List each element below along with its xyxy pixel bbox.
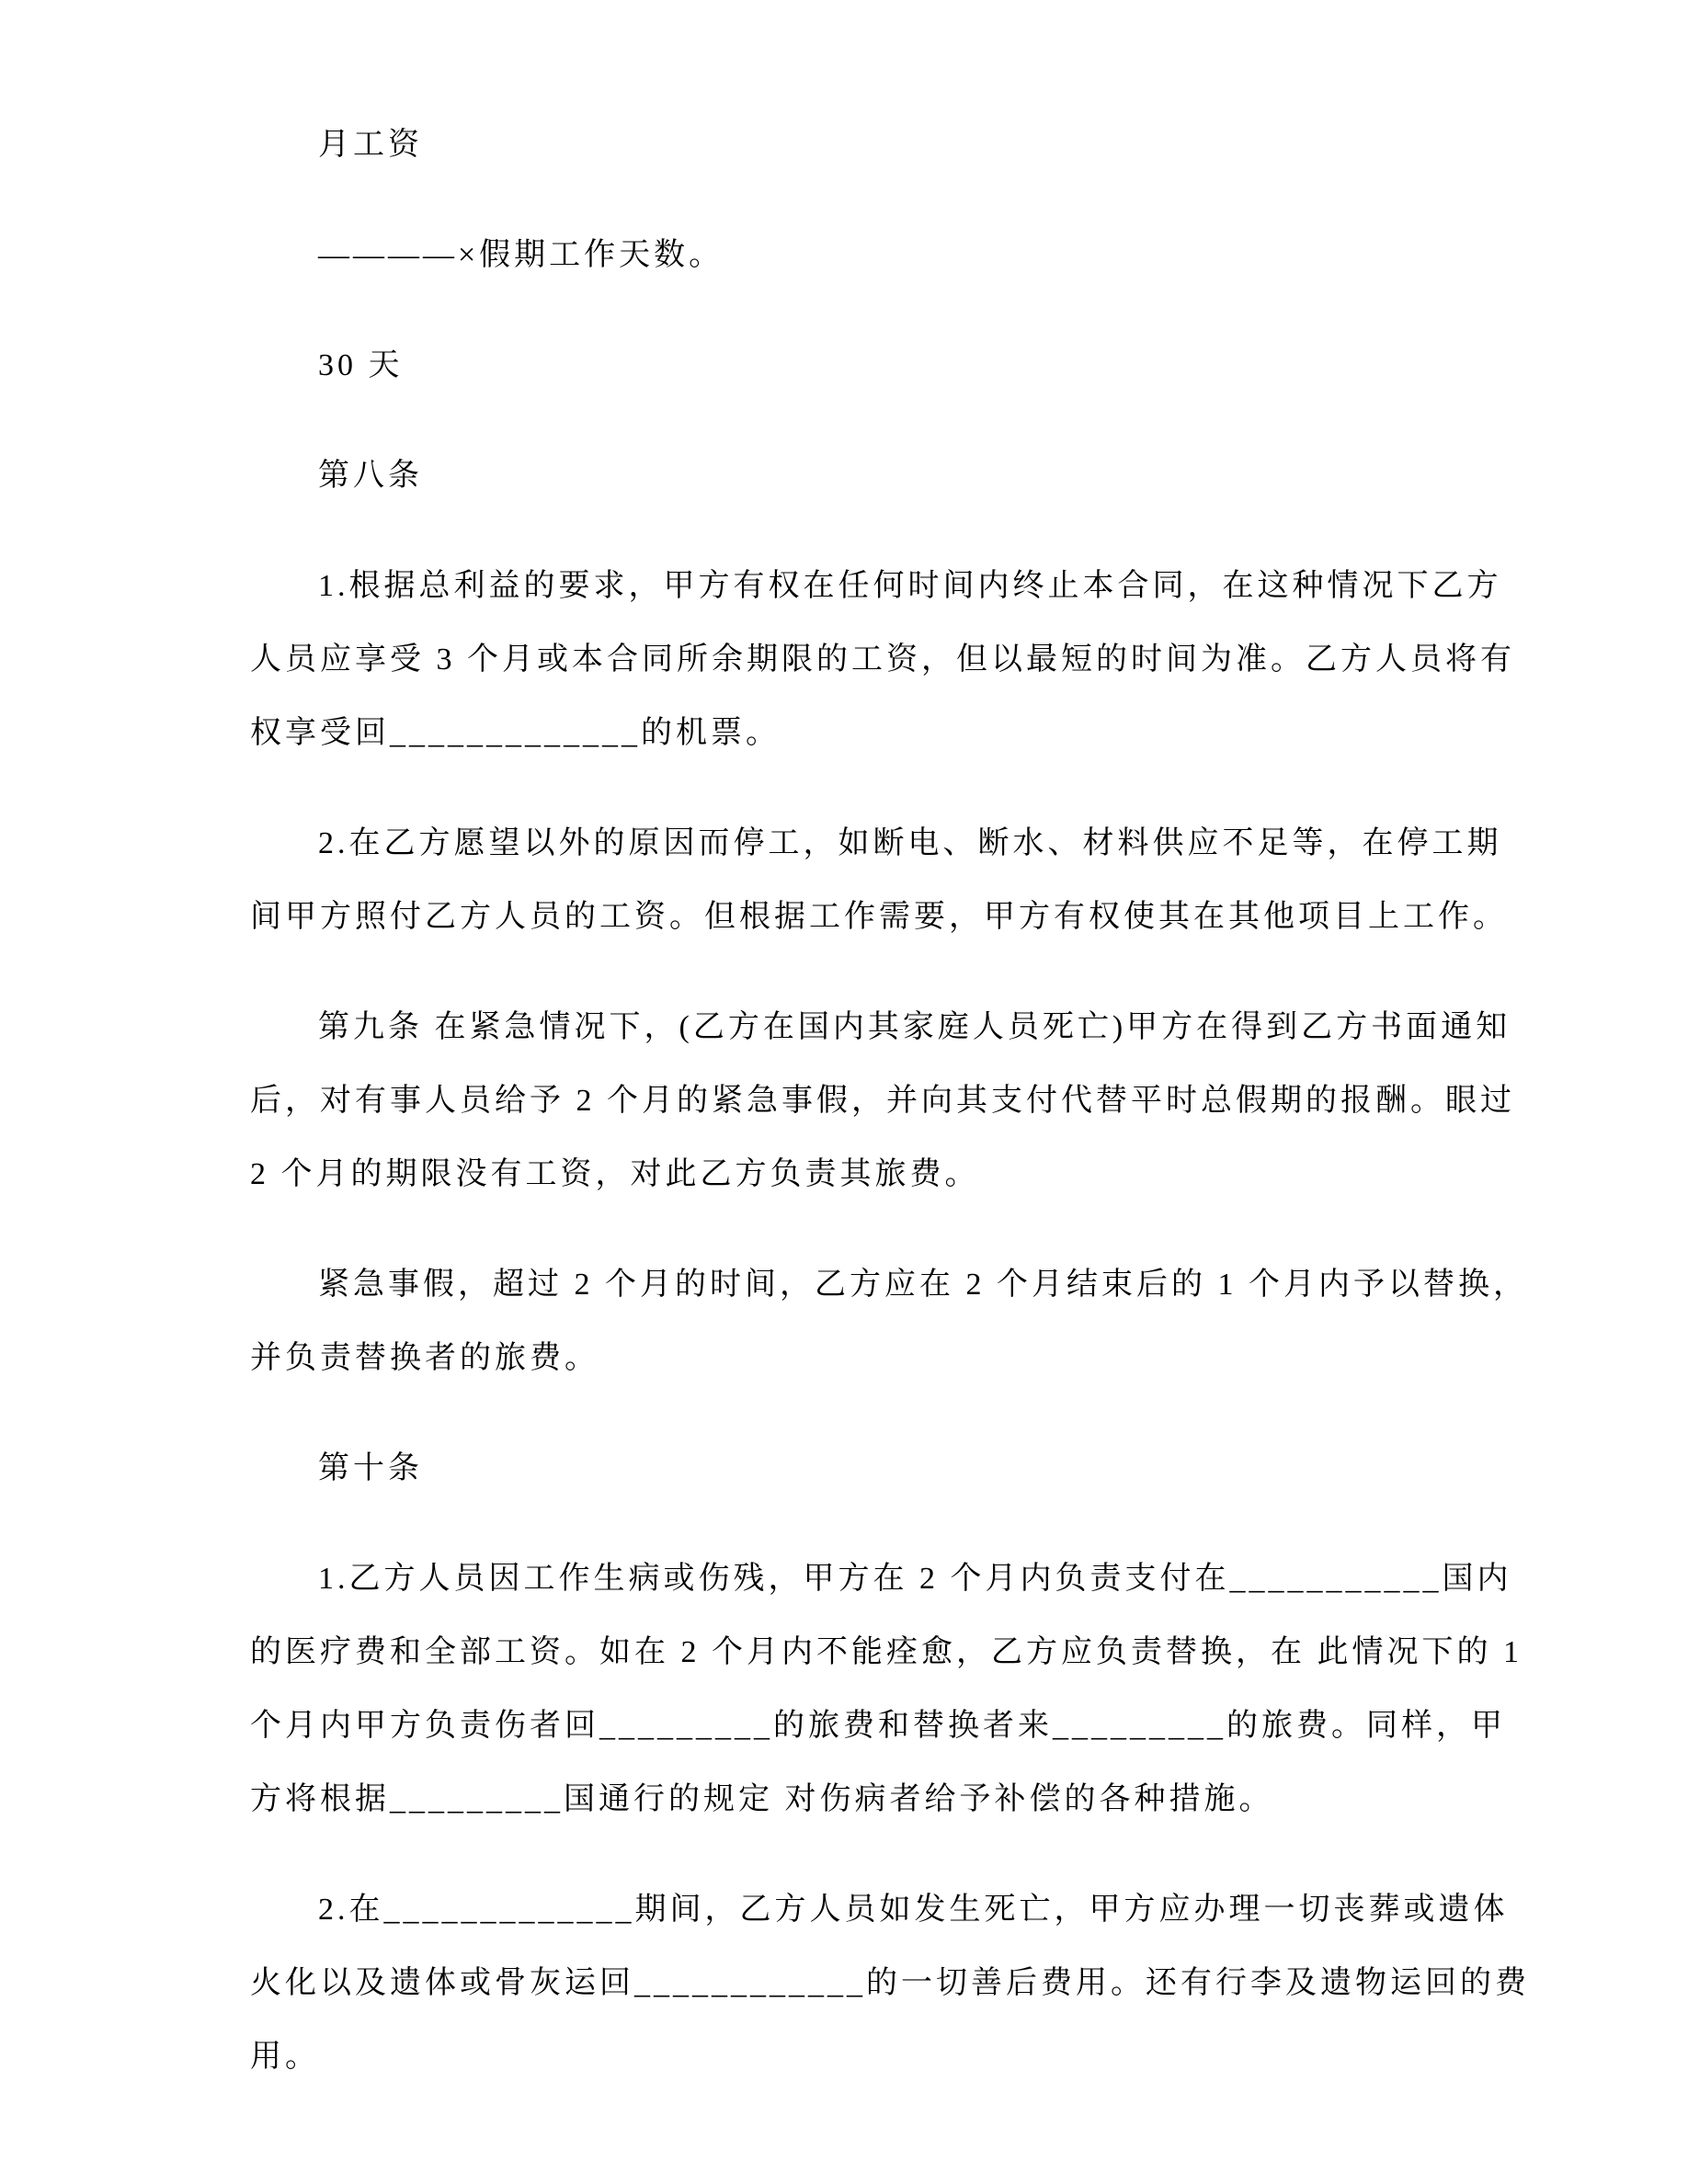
paragraph bbox=[250, 219, 1651, 292]
text-line: 第十条 bbox=[318, 1451, 423, 1485]
text-line: 人员应享受 3 个月或本合同所余期限的工资，但以最短的时间为准。乙方人员将有 bbox=[250, 643, 1515, 677]
text-line: 第九条 在紧急情况下，(乙方在国内其家庭人员死亡)甲方在得到乙方书面通知 bbox=[318, 1010, 1511, 1044]
paragraph-article-10-clause-1 bbox=[250, 1542, 1651, 1837]
text-line: 1.乙方人员因工作生病或伤残，甲方在 2 个月内负责支付在___________国内 bbox=[318, 1562, 1512, 1596]
text-line: 并负责替换者的旅费。 bbox=[250, 1341, 599, 1375]
paragraph-article-9 bbox=[250, 991, 1651, 1211]
paragraph bbox=[250, 329, 1651, 403]
text-line: 个月内甲方负责伤者回_________的旅费和替换者来_________的旅费。同样，甲 bbox=[250, 1709, 1506, 1743]
text-line: 权享受回_____________的机票。 bbox=[250, 716, 781, 750]
paragraph-article-8-clause-2 bbox=[250, 807, 1651, 954]
text-line: 方将根据_________国通行的规定 对伤病者给予补偿的各种措施。 bbox=[250, 1782, 1274, 1816]
text-line: 后，对有事人员给予 2 个月的紧急事假，并向其支付代替平时总假期的报酬。眼过 bbox=[250, 1084, 1515, 1118]
text-line: 2 个月的期限没有工资，对此乙方负责其旅费。 bbox=[250, 1157, 980, 1191]
text-line: 间甲方照付乙方人员的工资。但根据工作需要，甲方有权使其在其他项目上工作。 bbox=[250, 900, 1508, 934]
text-line: 2.在_____________期间，乙方人员如发生死亡，甲方应办理一切丧葬或遗体 bbox=[318, 1893, 1509, 1927]
text-line: 月工资 bbox=[318, 128, 423, 162]
text-line-formula-rule: ————×假期工作天数。 bbox=[318, 238, 724, 272]
text-line: 30 天 bbox=[318, 348, 404, 382]
paragraph-article-8-clause-1 bbox=[250, 550, 1651, 770]
text-line: 紧急事假，超过 2 个月的时间，乙方应在 2 个月结束后的 1 个月内予以替换， bbox=[318, 1268, 1528, 1302]
text-line: 第八条 bbox=[318, 459, 423, 493]
paragraph-article-8-heading bbox=[250, 439, 1651, 513]
paragraph-article-9-continued bbox=[250, 1248, 1651, 1395]
text-line: 火化以及遗体或骨灰运回____________的一切善后费用。还有行李及遗物运回的费 bbox=[250, 1966, 1530, 2000]
text-line: 的医疗费和全部工资。如在 2 个月内不能痊愈，乙方应负责替换，在 此情况下的 1 bbox=[250, 1635, 1523, 1669]
text-line: 1.根据总利益的要求，甲方有权在任何时间内终止本合同，在这种情况下乙方 bbox=[318, 569, 1502, 603]
paragraph-article-10-heading bbox=[250, 1432, 1651, 1506]
text-line: 用。 bbox=[250, 2040, 320, 2074]
paragraph-article-10-clause-2 bbox=[250, 1873, 1651, 2094]
paragraph bbox=[250, 108, 1651, 182]
text-line: 2.在乙方愿望以外的原因而停工，如断电、断水、材料供应不足等，在停工期 bbox=[318, 826, 1502, 860]
